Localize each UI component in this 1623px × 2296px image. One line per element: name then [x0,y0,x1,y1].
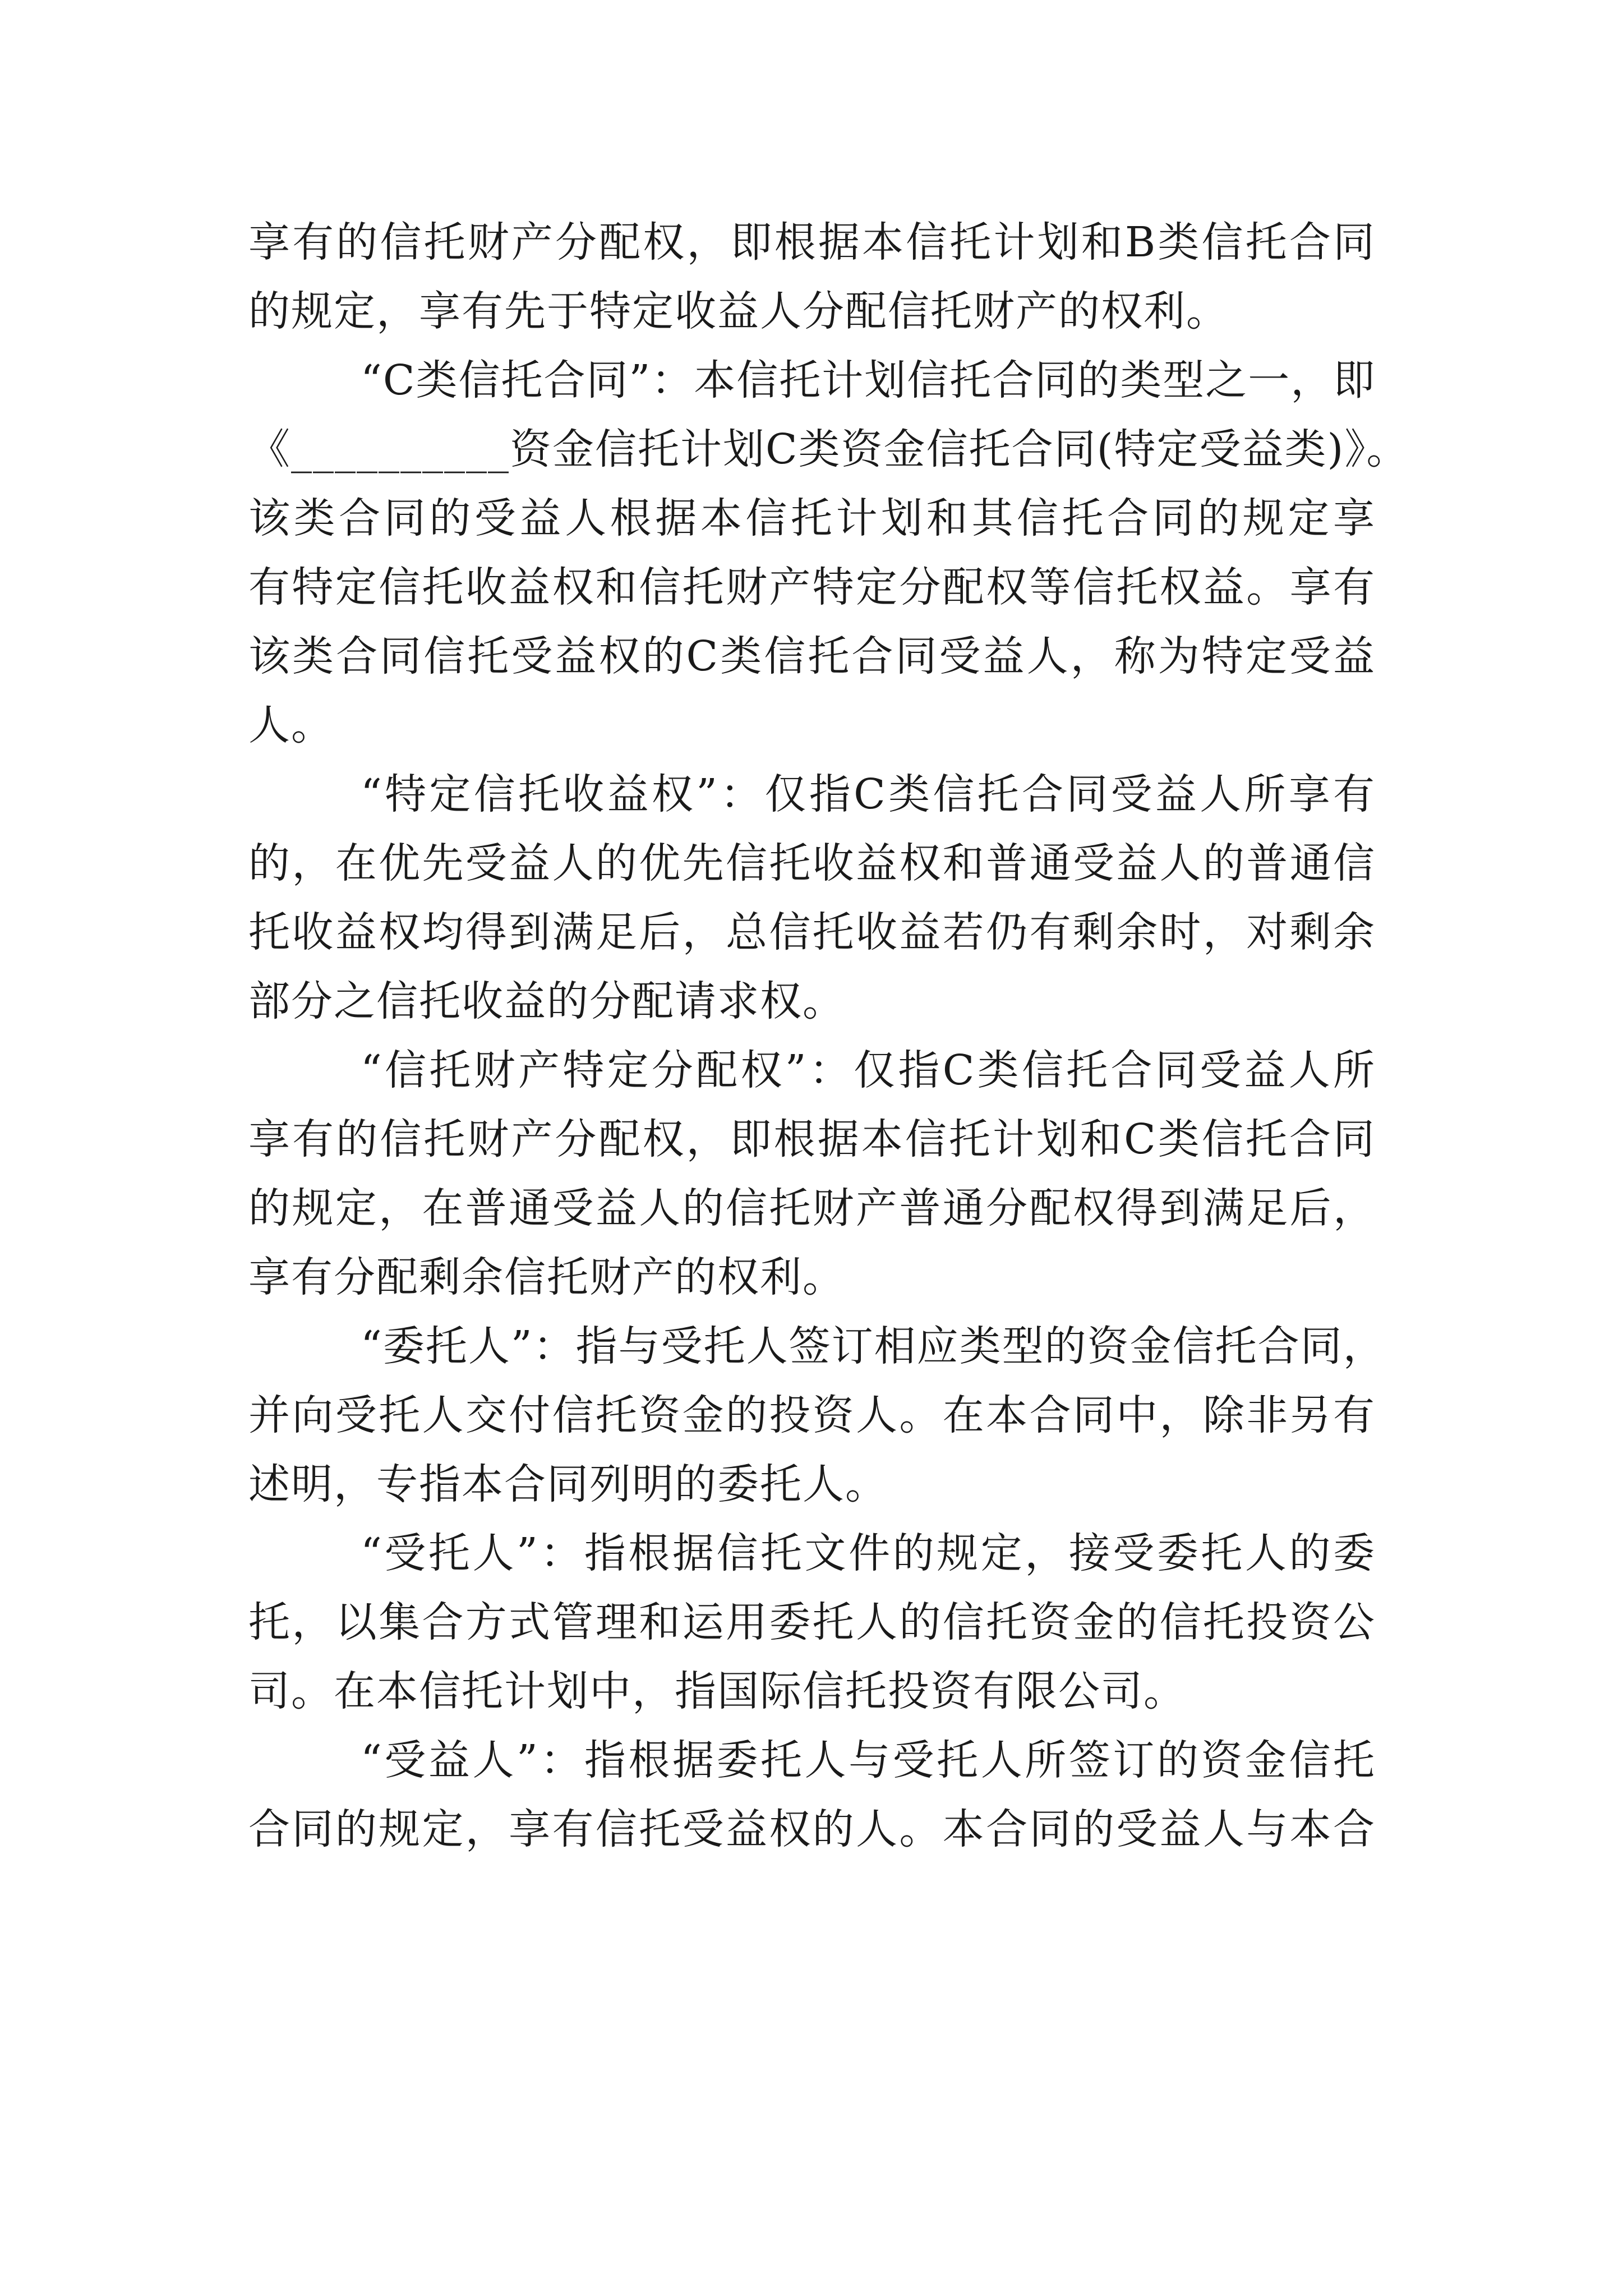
text-line: “信托财产特定分配权”：仅指C类信托合同受益人所 [361,1046,1376,1094]
text-line: 并向受托人交付信托资金的投资人。在本合同中，除非另有 [248,1391,1376,1439]
text-line: 享有的信托财产分配权，即根据本信托计划和C类信托合同 [248,1115,1376,1163]
text-line: 合同的规定，享有信托受益权的人。本合同的受益人与本合 [248,1805,1376,1853]
text-line: “C类信托合同”：本信托计划信托合同的类型之一，即 [361,356,1376,404]
text-line: “受益人”：指根据委托人与受托人所签订的资金信托 [361,1736,1376,1784]
text-line: 有特定信托收益权和信托财产特定分配权等信托权益。享有 [248,563,1376,611]
text-line: 托，以集合方式管理和运用委托人的信托资金的信托投资公 [248,1598,1376,1646]
text-line: 的，在优先受益人的优先信托收益权和普通受益人的普通信 [248,839,1376,887]
text-line: “特定信托收益权”：仅指C类信托合同受益人所享有 [361,770,1376,818]
text-line: 述明，专指本合同列明的委托人。 [248,1460,888,1508]
text-line: 该类合同的受益人根据本信托计划和其信托合同的规定享 [248,494,1376,542]
text-line: 托收益权均得到满足后，总信托收益若仍有剩余时，对剩余 [248,908,1376,956]
text-line: “受托人”：指根据信托文件的规定，接受委托人的委 [361,1529,1376,1577]
text-line: 的规定，享有先于特定收益人分配信托财产的权利。 [248,287,1229,335]
text-line: “委托人”：指与受托人签订相应类型的资金信托合同， [361,1322,1386,1370]
text-line: 司。在本信托计划中，指国际信托投资有限公司。 [248,1667,1186,1715]
text-line: 该类合同信托受益权的C类信托合同受益人，称为特定受益 [248,632,1376,680]
text-line: 享有分配剩余信托财产的权利。 [248,1253,845,1301]
text-line: 《__________资金信托计划C类资金信托合同(特定受益类)》。 [248,425,1409,473]
text-line: 享有的信托财产分配权，即根据本信托计划和B类信托合同 [248,218,1376,266]
text-line: 人。 [248,701,334,749]
text-line: 部分之信托收益的分配请求权。 [248,977,845,1025]
text-line: 的规定，在普通受益人的信托财产普通分配权得到满足后， [248,1184,1376,1232]
